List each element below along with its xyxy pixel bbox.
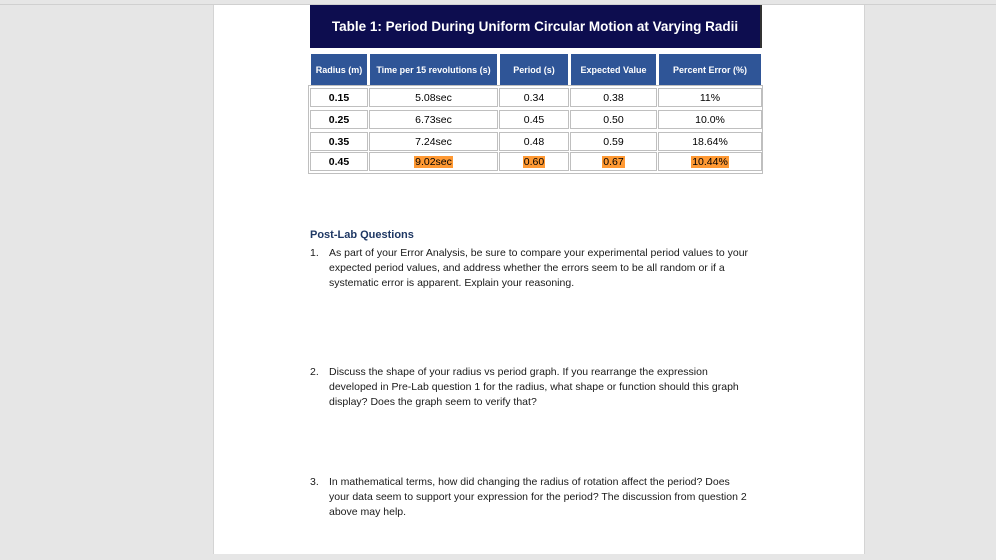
cell-time: 6.73sec <box>369 110 498 129</box>
cell-period: 0.48 <box>499 132 569 151</box>
table-row <box>310 132 763 151</box>
header-period: Period (s) <box>499 53 569 87</box>
question-number: 1. <box>310 247 319 259</box>
cell-expected: 0.59 <box>570 132 657 151</box>
cell-error: 11% <box>658 88 762 107</box>
header-expected: Expected Value <box>570 53 657 87</box>
question-text: In mathematical terms, how did changing the radius of rotation affect the period? Does your data seem to support your expression for the period? The discussion from question 2 above may help. <box>329 476 747 518</box>
document-page[interactable] <box>213 5 865 554</box>
table-row <box>310 152 763 171</box>
question-number: 2. <box>310 366 319 378</box>
cell-error <box>658 152 762 171</box>
question-3 <box>310 475 750 520</box>
cell-radius: 0.15 <box>310 88 368 107</box>
highlight-expected: 0.67 <box>603 155 624 168</box>
cell-time: 5.08sec <box>369 88 498 107</box>
cell-time <box>369 152 498 171</box>
cell-period: 0.34 <box>499 88 569 107</box>
question-1 <box>310 246 750 291</box>
header-time: Time per 15 revolutions (s) <box>369 53 498 87</box>
table-title: Table 1: Period During Uniform Circular Motion at Varying Radii <box>310 5 762 48</box>
cell-period <box>499 152 569 171</box>
cell-radius: 0.25 <box>310 110 368 129</box>
cell-expected <box>570 152 657 171</box>
cell-error: 10.0% <box>658 110 762 129</box>
question-text: As part of your Error Analysis, be sure to compare your experimental period values to your expected period values, and address whether the errors seem to be all random or if a systematic error is apparent. Explain your reasoning. <box>329 247 749 289</box>
highlight-time: 9.02sec <box>415 155 452 168</box>
cell-time: 7.24sec <box>369 132 498 151</box>
table-header-row <box>310 53 763 87</box>
question-text: Discuss the shape of your radius vs period graph. If you rearrange the expression developed in Pre-Lab question 1 for the radius, what shape or function should this graph display? Does the graph seem to verify that? <box>329 366 739 408</box>
question-2 <box>310 365 750 410</box>
cell-radius: 0.35 <box>310 132 368 151</box>
header-radius: Radius (m) <box>310 53 368 87</box>
cell-expected: 0.38 <box>570 88 657 107</box>
table-row <box>310 88 763 107</box>
header-percent-error: Percent Error (%) <box>658 53 762 87</box>
postlab-heading: Post-Lab Questions <box>310 229 414 241</box>
cell-radius: 0.45 <box>310 152 368 171</box>
table-row <box>310 110 763 129</box>
cell-period: 0.45 <box>499 110 569 129</box>
question-number: 3. <box>310 476 319 488</box>
cell-expected: 0.50 <box>570 110 657 129</box>
cell-error: 18.64% <box>658 132 762 151</box>
highlight-error: 10.44% <box>692 155 728 168</box>
highlight-period: 0.60 <box>523 155 545 168</box>
